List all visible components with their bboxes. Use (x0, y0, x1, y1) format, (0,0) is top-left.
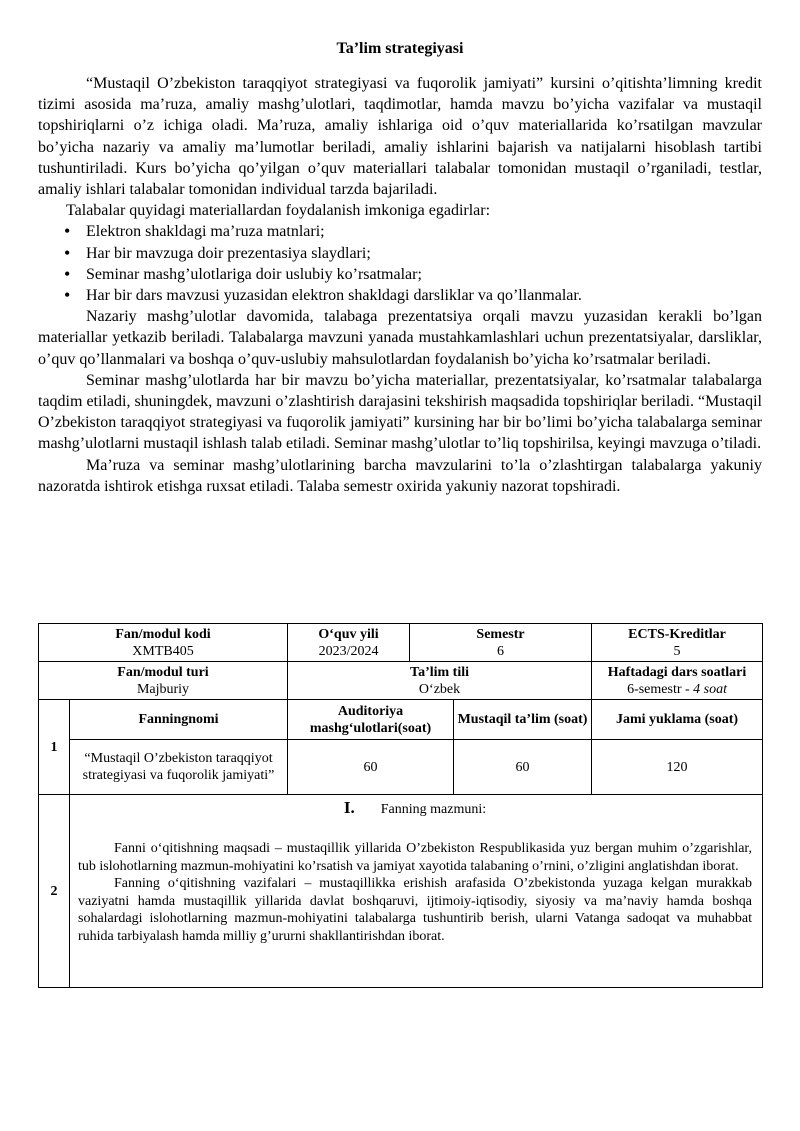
total-load-header: Jami yuklama (soat) (592, 700, 763, 740)
total-load-value: 120 (592, 740, 763, 795)
semester-label: Semestr (476, 626, 525, 642)
materials-list (38, 221, 762, 306)
table-row (39, 740, 763, 795)
paragraph-theory: Nazariy mashg’ulotlar davomida, talabaga prezentatsiya orqali mavzu yuzasidan kerakli bo’lgan materiallar yetkazib beriladi. Talabalarga mavzuni yanada mustahkamlashlari uchun prezentatsiyalar, darsliklar, o’quv qo’llanmalari va boshqa o’quv-uslubiy mahsulotlardan foydalanish bo’yicha ko’rsatmalar beriladi. (38, 308, 762, 368)
row-number-1: 1 (39, 700, 70, 795)
content-tasks-paragraph: Fanning o‘qitishning vazifalari – mustaqillikka erishish arafasida O’zbekistonda yuzaga kelgan murakkab vaziyatni hamda mustaqillik yillarida davlat boshqaruvi, ijtimoiy-iqtisodiy, siyosiy va ma’naviy hamda boshqa sohalardagi islohotlarning mazmun-mohiyatini talabalarga tushuntirib berish, ularni Vatanga sadoqat va muhabbat ruhida tarbiyalash hamda milliy g’ururni shakllantirishdan iborat. (78, 876, 753, 944)
section-numeral: I. (343, 798, 355, 817)
code-value: XMTB405 (132, 643, 194, 659)
code-cell (39, 624, 288, 662)
semester-cell (410, 624, 592, 662)
year-cell (288, 624, 410, 662)
auditory-hours-value: 60 (288, 740, 454, 795)
row-number-2: 2 (39, 795, 70, 988)
content-goal-paragraph: Fanni o‘qitishning maqsadi – mustaqillik yillarida O’zbekiston Respublikasida yuz bergan muhim o’zgarishlar, tub islohotlarning mazmun-mohiyatini ko’rsatish va jamiyat xayotida talabaning o’rnini, o’zligini anglatishdan iborat. (78, 841, 753, 874)
section-title: Fanning mazmuni: (380, 802, 487, 817)
year-label: O‘quv yili (318, 626, 379, 642)
table-row (39, 662, 763, 700)
type-cell (39, 662, 288, 700)
course-info-table (38, 623, 763, 988)
page-title: Ta’lim strategiyasi (336, 40, 464, 57)
table-row (39, 624, 763, 662)
table-row (39, 700, 763, 740)
code-label: Fan/modul kodi (115, 626, 211, 642)
table-row (39, 795, 763, 988)
language-value: O‘zbek (418, 681, 461, 697)
weekly-hours-cell (592, 662, 763, 700)
subject-name-header: Fanningnomi (70, 700, 288, 740)
course-content-cell (70, 795, 763, 988)
list-item: • Seminar mashg’ulotlariga doir uslubiy ko’rsatmalar; (86, 264, 762, 285)
language-cell (288, 662, 592, 700)
weekly-hours-label: Haftadagi dars soatlari (607, 664, 747, 680)
type-value: Majburiy (136, 681, 190, 697)
document-body (38, 38, 762, 497)
list-item: • Elektron shakldagi ma’ruza matnlari; (86, 221, 762, 242)
type-label: Fan/modul turi (117, 664, 209, 680)
semester-value: 6 (497, 643, 505, 659)
paragraph-final-control: Ma’ruza va seminar mashg’ulotlarining barcha mavzularini to’la o’zlashtirgan talabalarga yakuniy nazoratda ishtirok etishga ruxsat etiladi. Talaba semestr oxirida yakuniy nazorat topshiradi. (38, 456, 762, 495)
paragraph-seminar: Seminar mashg’ulotlarda har bir mavzu bo’yicha materiallar, prezentatsiyalar, ko’rsatmalar talabalarga taqdim etiladi, shuningdek, mavzuni o’zlashtirish darajasini tekshirish maqsadida topshiriqlar beriladi. “Mustaqil O’zbekiston taraqqiyot strategiyasi va fuqorolik jamiyati” kursining har bir bo’limi bo’yicha talabalarga seminar mashg’ulotlarni mustaqil ishlash talab etiladi. Seminar mashg’ulotlar to’liq topshirilsa, keyingi mavzuga o’tiladi. (38, 371, 762, 453)
language-label: Ta’lim tili (410, 664, 470, 680)
weekly-hours-amount: 4 soat (693, 681, 727, 697)
independent-hours-value: 60 (454, 740, 592, 795)
year-value: 2023/2024 (318, 643, 379, 659)
ects-label: ECTS-Kreditlar (628, 626, 726, 642)
list-item: • Har bir mavzuga doir prezentasiya slaydlari; (86, 243, 762, 264)
section-heading (78, 799, 752, 818)
weekly-hours-value (595, 681, 759, 698)
paragraph-intro: “Mustaqil O’zbekiston taraqqiyot strategiyasi va fuqorolik jamiyati” kursini o’qitishta’limning kredit tizimi asosida ma’ruza, amaliy mashg’ulotlari, taqdimotlar, hamda mavzu bo’yicha vazifalar va mustaqil topshiriqlarni o’z ichiga oladi. Ma’ruza, amaliy ishlariga oid o’quv materiallarida ko’rsatilgan mavzular bo’yicha nazariy va amaliy ma’lumotlar beriladi, amaliy ishlarini bajarish va natijalarni hisoblash tartibi tushuntiriladi. Kurs bo’yicha qo’yilgan o’quv materiallari talabalar tomonidan mustaqil o’rganiladi, testlar, amaliy ishlari talabalar tomonidan individual tarzda bajariladi. (38, 75, 762, 199)
list-item: • Har bir dars mavzusi yuzasidan elektron shakldagi darsliklar va qo’llanmalar. (86, 285, 762, 306)
independent-hours-header: Mustaqil ta’lim (soat) (454, 700, 592, 740)
ects-cell (592, 624, 763, 662)
auditory-hours-header: Auditoriya mashg‘ulotlari(soat) (288, 700, 454, 740)
subject-name-value: “Mustaqil O’zbekiston taraqqiyot strategiyasi va fuqorolik jamiyati” (70, 740, 288, 795)
paragraph-materials-intro: Talabalar quyidagi materiallardan foydalanish imkoniga egadirlar: (66, 202, 491, 220)
weekly-hours-prefix: 6-semestr - (627, 681, 694, 697)
ects-value: 5 (673, 643, 681, 659)
